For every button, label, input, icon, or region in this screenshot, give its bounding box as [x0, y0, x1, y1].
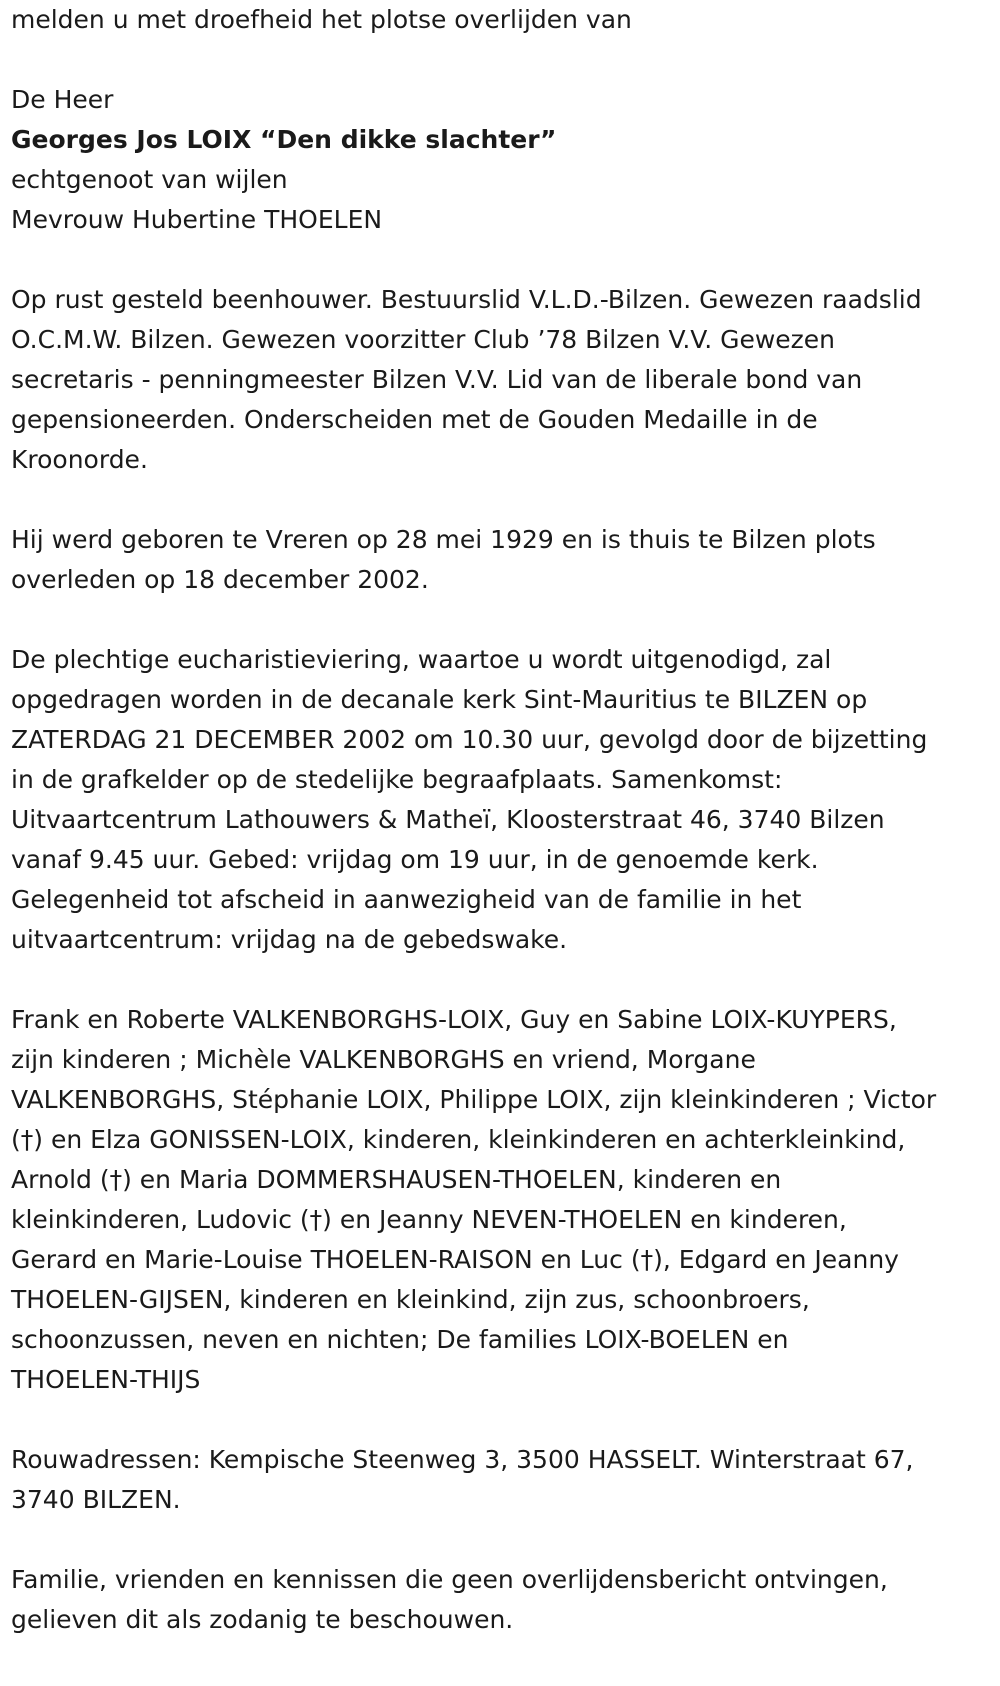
spacer: [11, 960, 986, 1000]
family-line: (†) en Elza GONISSEN-LOIX, kinderen, kleinkinderen en achterkleinkind,: [11, 1125, 906, 1154]
spouse-name: Mevrouw Hubertine THOELEN: [11, 205, 383, 234]
spacer: [11, 600, 986, 640]
family-line: kleinkinderen, Ludovic (†) en Jeanny NEVEN-THOELEN en kinderen,: [11, 1205, 847, 1234]
ceremony-line: De plechtige eucharistieviering, waartoe u wordt uitgenodigd, zal: [11, 645, 832, 674]
family-line: Arnold (†) en Maria DOMMERSHAUSEN-THOELEN, kinderen en: [11, 1165, 782, 1194]
family-line: schoonzussen, neven en nichten; De families LOIX-BOELEN en: [11, 1325, 789, 1354]
spacer: [11, 1400, 986, 1440]
birth-death-paragraph: [11, 520, 986, 600]
ceremony-line: Uitvaartcentrum Lathouwers & Matheï, Kloosterstraat 46, 3740 Bilzen: [11, 805, 885, 834]
obituary-notice: [11, 0, 986, 1640]
spacer: [11, 240, 986, 280]
spacer: [11, 1520, 986, 1560]
ceremony-line: vanaf 9.45 uur. Gebed: vrijdag om 19 uur, in de genoemde kerk.: [11, 845, 819, 874]
deceased-name: Georges Jos LOIX “Den dikke slachter”: [11, 125, 557, 154]
birth-death-line: overleden op 18 december 2002.: [11, 565, 429, 594]
intro-line: melden u met droefheid het plotse overlijden van: [11, 5, 632, 34]
spacer: [11, 40, 986, 80]
family-line: THOELEN-GIJSEN, kinderen en kleinkind, zijn zus, schoonbroers,: [11, 1285, 810, 1314]
career-line: gepensioneerden. Onderscheiden met de Gouden Medaille in de: [11, 405, 818, 434]
family-line: THOELEN-THIJS: [11, 1365, 201, 1394]
addresses-paragraph: [11, 1440, 986, 1520]
closing-paragraph: [11, 1560, 986, 1640]
family-paragraph: [11, 1000, 986, 1400]
family-line: Frank en Roberte VALKENBORGHS-LOIX, Guy en Sabine LOIX-KUYPERS,: [11, 1005, 897, 1034]
family-line: zijn kinderen ; Michèle VALKENBORGHS en vriend, Morgane: [11, 1045, 756, 1074]
salutation: De Heer: [11, 85, 114, 114]
closing-line: gelieven dit als zodanig te beschouwen.: [11, 1605, 514, 1634]
ceremony-line: in de grafkelder op de stedelijke begraafplaats. Samenkomst:: [11, 765, 783, 794]
closing-line: Familie, vrienden en kennissen die geen overlijdensbericht ontvingen,: [11, 1565, 888, 1594]
ceremony-line: opgedragen worden in de decanale kerk Sint-Mauritius te BILZEN op: [11, 685, 868, 714]
family-line: Gerard en Marie-Louise THOELEN-RAISON en Luc (†), Edgard en Jeanny: [11, 1245, 899, 1274]
birth-death-line: Hij werd geboren te Vreren op 28 mei 1929 en is thuis te Bilzen plots: [11, 525, 876, 554]
spouse-label: echtgenoot van wijlen: [11, 165, 288, 194]
career-line: Op rust gesteld beenhouwer. Bestuurslid V.L.D.-Bilzen. Gewezen raadslid: [11, 285, 922, 314]
ceremony-paragraph: [11, 640, 986, 960]
career-line: Kroonorde.: [11, 445, 148, 474]
career-paragraph: [11, 280, 986, 480]
ceremony-line: ZATERDAG 21 DECEMBER 2002 om 10.30 uur, gevolgd door de bijzetting: [11, 725, 928, 754]
career-line: secretaris - penningmeester Bilzen V.V. Lid van de liberale bond van: [11, 365, 863, 394]
address-line: Rouwadressen: Kempische Steenweg 3, 3500 HASSELT. Winterstraat 67,: [11, 1445, 914, 1474]
ceremony-line: Gelegenheid tot afscheid in aanwezigheid van de familie in het: [11, 885, 802, 914]
family-line: VALKENBORGHS, Stéphanie LOIX, Philippe LOIX, zijn kleinkinderen ; Victor: [11, 1085, 937, 1114]
spacer: [11, 480, 986, 520]
ceremony-line: uitvaartcentrum: vrijdag na de gebedswake.: [11, 925, 568, 954]
career-line: O.C.M.W. Bilzen. Gewezen voorzitter Club ’78 Bilzen V.V. Gewezen: [11, 325, 836, 354]
address-line: 3740 BILZEN.: [11, 1485, 181, 1514]
